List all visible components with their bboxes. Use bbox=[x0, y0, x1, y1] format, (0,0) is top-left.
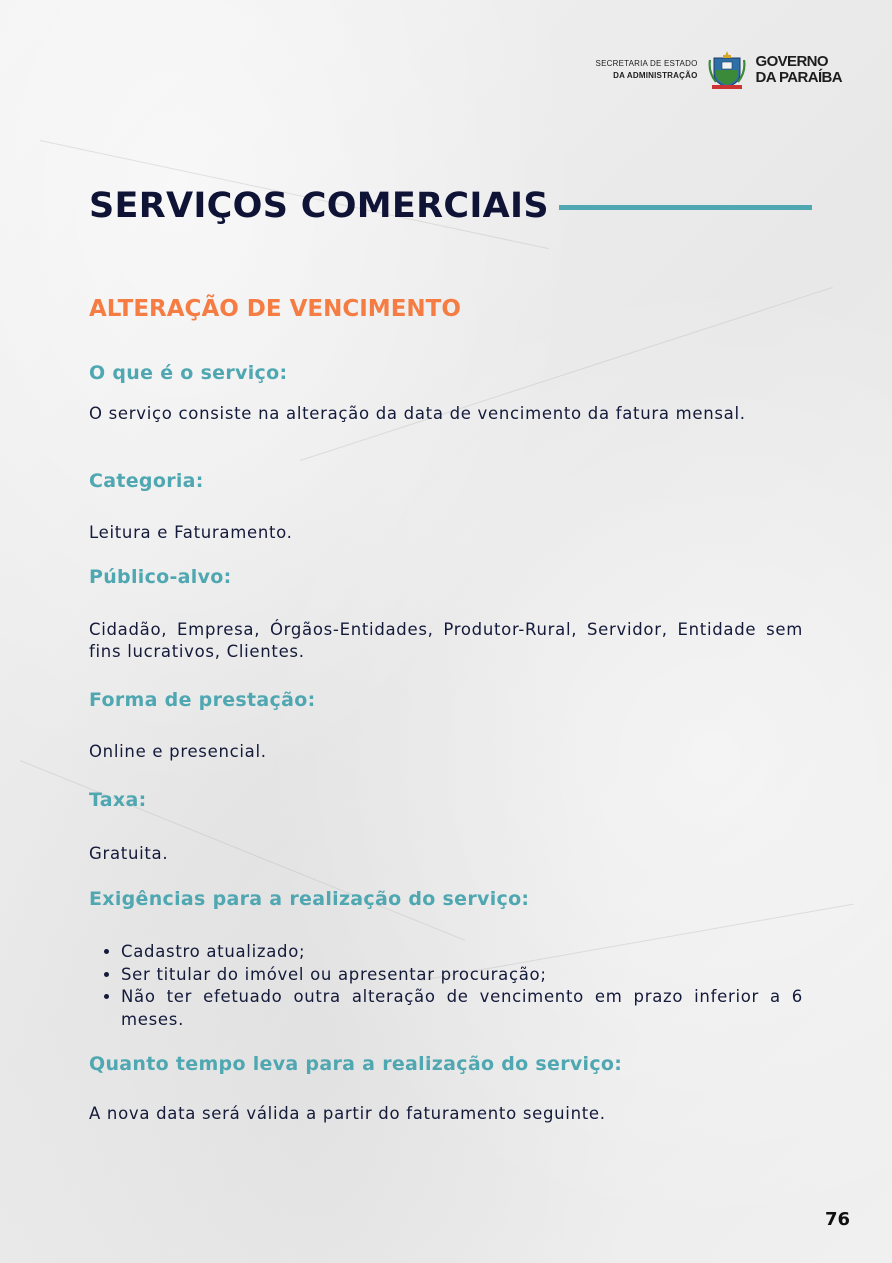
header-logo bbox=[596, 50, 842, 90]
section-heading-requirements: Exigências para a realização do serviço: bbox=[89, 888, 530, 910]
section-heading-delivery: Forma de prestação: bbox=[89, 689, 316, 711]
page-number: 76 bbox=[824, 1209, 850, 1230]
requirements-list bbox=[89, 941, 803, 1031]
section-heading-what: O que é o serviço: bbox=[89, 362, 288, 384]
section-heading-fee: Taxa: bbox=[89, 789, 147, 811]
section-text-fee: Gratuita. bbox=[89, 844, 169, 863]
section-heading-category: Categoria: bbox=[89, 470, 204, 492]
section-text-category: Leitura e Faturamento. bbox=[89, 523, 293, 542]
secretaria-line2: DA ADMINISTRAÇÃO bbox=[613, 71, 698, 80]
coat-of-arms-icon bbox=[708, 50, 746, 90]
section-text-time: A nova data será válida a partir do faturamento seguinte. bbox=[89, 1104, 606, 1123]
secretaria-line1: SECRETARIA DE ESTADO bbox=[595, 59, 698, 68]
governo-line1: GOVERNO bbox=[755, 53, 828, 70]
section-heading-time: Quanto tempo leva para a realização do serviço: bbox=[89, 1053, 623, 1075]
list-item: • Não ter efetuado outra alteração de vencimento em prazo inferior a 6 meses. bbox=[121, 986, 803, 1031]
section-text-audience: Cidadão, Empresa, Órgãos-Entidades, Produtor-Rural, Servidor, Entidade sem fins lucrativos, Clientes. bbox=[89, 620, 803, 661]
title-underline-bar bbox=[559, 205, 812, 210]
governo-label bbox=[756, 54, 843, 86]
governo-line2: DA PARAÍBA bbox=[755, 69, 842, 86]
main-title-row bbox=[89, 186, 812, 226]
section-heading-audience: Público-alvo: bbox=[89, 566, 232, 588]
section-text-what: O serviço consiste na alteração da data de vencimento da fatura mensal. bbox=[89, 404, 746, 423]
list-item: • Ser titular do imóvel ou apresentar procuração; bbox=[121, 964, 803, 987]
section-text-delivery: Online e presencial. bbox=[89, 742, 267, 761]
service-title: ALTERAÇÃO DE VENCIMENTO bbox=[89, 296, 461, 322]
page-title: SERVIÇOS COMERCIAIS bbox=[89, 186, 549, 226]
list-item: • Cadastro atualizado; bbox=[121, 941, 803, 964]
secretaria-label bbox=[596, 58, 698, 82]
